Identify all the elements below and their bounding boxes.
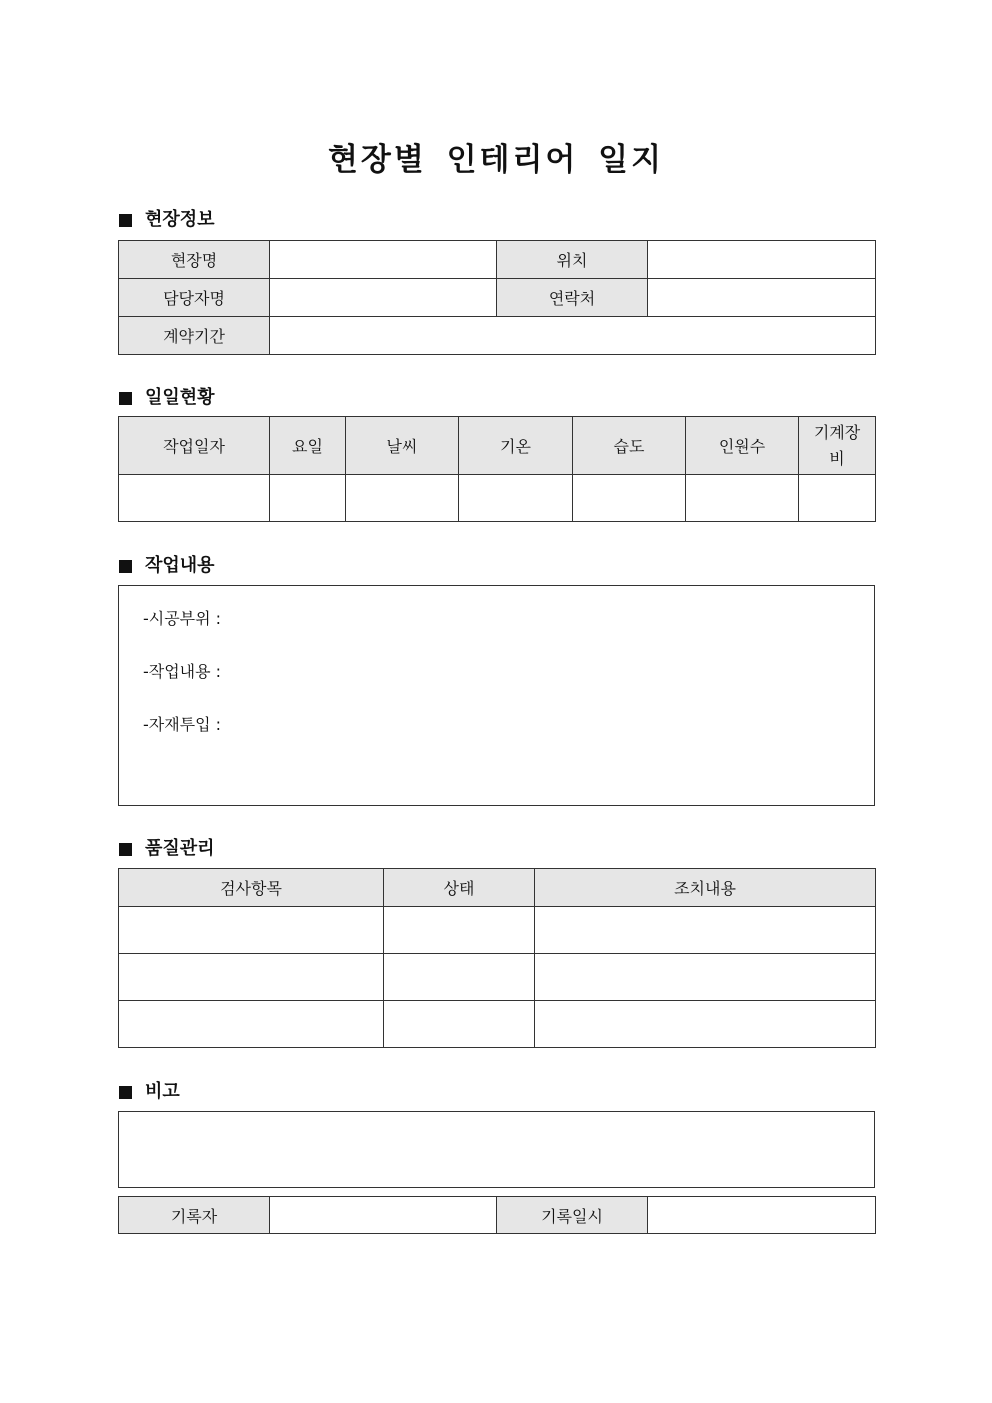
quality-table bbox=[118, 868, 876, 1048]
equipment-field[interactable] bbox=[799, 475, 876, 522]
location-field[interactable] bbox=[648, 241, 876, 279]
section-title-work-content bbox=[119, 554, 215, 578]
weather-field[interactable] bbox=[346, 475, 459, 522]
section-title-daily-status bbox=[119, 386, 215, 410]
headcount-field[interactable] bbox=[686, 475, 799, 522]
section-label: 현장정보 bbox=[145, 209, 215, 230]
status-field[interactable] bbox=[384, 954, 535, 1001]
header-status: 상태 bbox=[384, 869, 535, 907]
manager-field[interactable] bbox=[270, 279, 497, 317]
inspection-item-field[interactable] bbox=[119, 1001, 384, 1048]
contact-label: 연락처 bbox=[497, 279, 648, 317]
manager-label: 담당자명 bbox=[119, 279, 270, 317]
header-headcount: 인원수 bbox=[686, 417, 799, 475]
header-weather: 날씨 bbox=[346, 417, 459, 475]
site-info-table bbox=[118, 240, 876, 355]
action-field[interactable] bbox=[535, 907, 876, 954]
section-title-quality bbox=[119, 837, 215, 861]
work-line-area: -시공부위 : bbox=[143, 609, 222, 628]
recorder-label: 기록자 bbox=[119, 1197, 270, 1234]
square-bullet-icon bbox=[119, 392, 132, 405]
header-action: 조치내용 bbox=[535, 869, 876, 907]
header-weekday: 요일 bbox=[270, 417, 346, 475]
record-date-field[interactable] bbox=[648, 1197, 876, 1234]
square-bullet-icon bbox=[119, 214, 132, 227]
square-bullet-icon bbox=[119, 1086, 132, 1099]
square-bullet-icon bbox=[119, 843, 132, 856]
inspection-item-field[interactable] bbox=[119, 907, 384, 954]
header-inspection-item: 검사항목 bbox=[119, 869, 384, 907]
action-field[interactable] bbox=[535, 1001, 876, 1048]
record-date-label: 기록일시 bbox=[497, 1197, 648, 1234]
header-work-date: 작업일자 bbox=[119, 417, 270, 475]
page-title: 현장별 인테리어 일지 bbox=[327, 142, 665, 178]
section-title-remarks bbox=[119, 1080, 180, 1104]
section-label: 비고 bbox=[145, 1081, 180, 1102]
weekday-field[interactable] bbox=[270, 475, 346, 522]
contract-period-field[interactable] bbox=[270, 317, 876, 355]
record-table bbox=[118, 1196, 876, 1234]
status-field[interactable] bbox=[384, 1001, 535, 1048]
site-name-field[interactable] bbox=[270, 241, 497, 279]
humidity-field[interactable] bbox=[573, 475, 686, 522]
header-equipment: 기계장비 bbox=[799, 417, 876, 475]
site-name-label: 현장명 bbox=[119, 241, 270, 279]
square-bullet-icon bbox=[119, 560, 132, 573]
section-label: 일일현황 bbox=[145, 387, 215, 408]
contract-period-label: 계약기간 bbox=[119, 317, 270, 355]
work-line-materials: -자재투입 : bbox=[143, 715, 222, 734]
location-label: 위치 bbox=[497, 241, 648, 279]
status-field[interactable] bbox=[384, 907, 535, 954]
section-label: 작업내용 bbox=[145, 555, 215, 576]
temperature-field[interactable] bbox=[459, 475, 573, 522]
remarks-box[interactable] bbox=[118, 1111, 875, 1188]
inspection-item-field[interactable] bbox=[119, 954, 384, 1001]
work-content-box[interactable] bbox=[118, 585, 875, 806]
work-line-content: -작업내용 : bbox=[143, 662, 222, 681]
daily-status-table bbox=[118, 416, 876, 522]
action-field[interactable] bbox=[535, 954, 876, 1001]
work-date-field[interactable] bbox=[119, 475, 270, 522]
header-humidity: 습도 bbox=[573, 417, 686, 475]
recorder-field[interactable] bbox=[270, 1197, 497, 1234]
section-title-site-info bbox=[119, 208, 215, 232]
header-temperature: 기온 bbox=[459, 417, 573, 475]
contact-field[interactable] bbox=[648, 279, 876, 317]
section-label: 품질관리 bbox=[145, 838, 215, 859]
